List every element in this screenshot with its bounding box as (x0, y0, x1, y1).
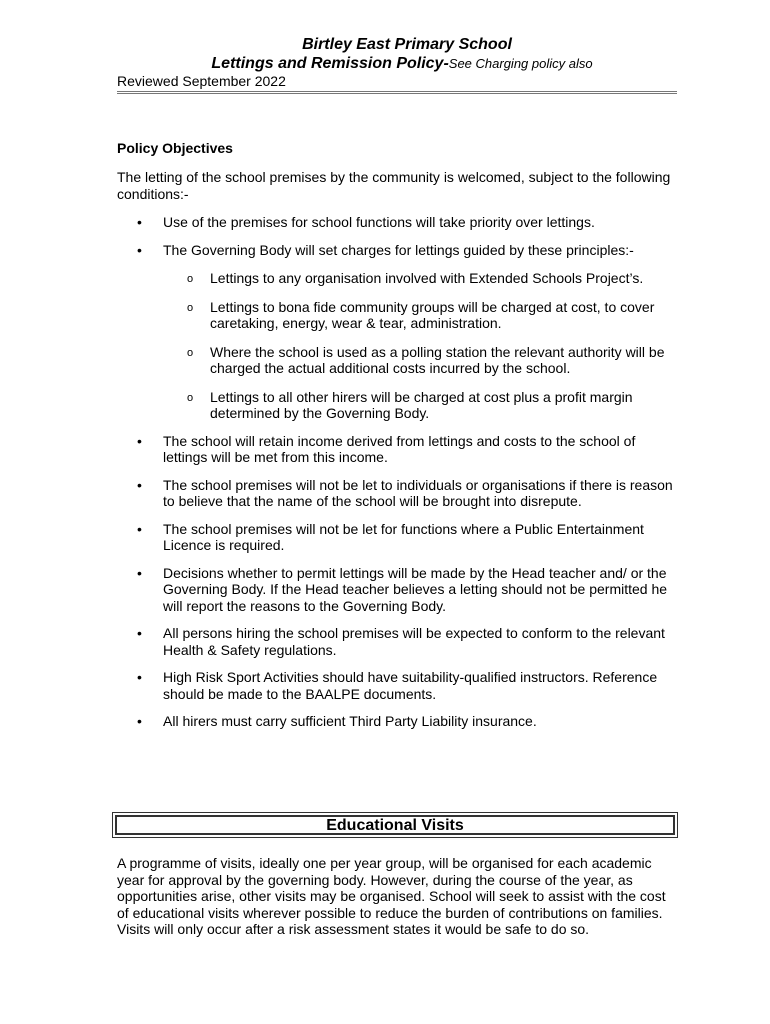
section-intro: The letting of the school premises by the community is welcomed, subject to the following conditions:- (117, 169, 671, 202)
bullet-icon: • (137, 214, 142, 230)
educational-visits-heading: Educational Visits (115, 815, 675, 835)
educational-visits-body: A programme of visits, ideally one per year group, will be organised for each academic year for approval by the governing body. However, during the course of the year, as opportunities arise, other visits may be organised. School will seek to assist with the cost of educational visits wherever possible to reduce the burden of contributions on families. Visits will only occur after a risk assessment states it would be safe to do so. (117, 855, 666, 937)
bullet-icon: • (137, 625, 142, 641)
sub-list-item-text: Lettings to all other hirers will be charged at cost plus a profit margin determined by the Governing Body. (210, 388, 633, 421)
bullet-icon: • (137, 669, 142, 685)
document-header (117, 35, 677, 94)
school-name: Birtley East Primary School (302, 36, 512, 53)
list-item-text: Decisions whether to permit lettings will be made by the Head teacher and/ or the Governing Body. If the Head teacher believes a letting should not be permitted he will report the reasons to the Governing Body. (163, 564, 668, 614)
list-item (117, 214, 677, 231)
header-rule (117, 91, 677, 94)
policy-title: Lettings and Remission Policy- (211, 55, 449, 72)
list-item (117, 433, 677, 466)
list-item (117, 565, 677, 615)
conditions-list (117, 214, 677, 730)
list-item (117, 625, 677, 658)
section-title: Policy Objectives (117, 140, 233, 156)
sub-bullet-icon: o (187, 346, 194, 359)
sub-bullet-icon: o (187, 301, 194, 314)
bullet-icon: • (137, 241, 142, 258)
sub-list-item (163, 389, 677, 422)
policy-title-line (117, 55, 677, 73)
list-item (117, 521, 677, 554)
sub-list-item-text: Where the school is used as a polling station the relevant authority will be charged the actual additional costs incurred by the school. (210, 343, 665, 376)
list-item-text: High Risk Sport Activities should have suitability-qualified instructors. Reference should be made to the BAALPE documents. (163, 669, 658, 702)
list-item-text: Use of the premises for school functions will take priority over lettings. (163, 214, 595, 230)
list-item-text: The school premises will not be let to individuals or organisations if there is reason to believe that the name of the school will be brought into disrepute. (163, 476, 673, 509)
sub-list-item (163, 299, 677, 332)
sub-list-item (163, 344, 677, 377)
list-item-text: The school premises will not be let for functions where a Public Entertainment Licence is required. (163, 520, 644, 553)
sub-bullet-icon: o (187, 391, 194, 404)
policy-note: See Charging policy also (448, 56, 593, 71)
reviewed-date: Reviewed September 2022 (117, 73, 286, 89)
bullet-icon: • (137, 476, 142, 493)
list-item-text: The Governing Body will set charges for lettings guided by these principles:- (163, 241, 634, 258)
list-item-text: All persons hiring the school premises will be expected to conform to the relevant Health & Safety regulations. (163, 625, 665, 658)
bullet-icon: • (137, 432, 142, 449)
sub-list-item-text: Lettings to any organisation involved with Extended Schools Project’s. (210, 270, 644, 286)
sub-list-item (163, 270, 677, 287)
policy-objectives-section (117, 140, 677, 741)
list-item (117, 713, 677, 730)
principles-list (163, 270, 677, 422)
sub-list-item-text: Lettings to bona fide community groups will be charged at cost, to cover caretaking, energy, wear & tear, administration. (210, 298, 655, 331)
list-item (117, 669, 677, 702)
sub-bullet-icon: o (187, 273, 194, 285)
list-item-text: The school will retain income derived from lettings and costs to the school of lettings will be met from this income. (163, 432, 636, 465)
list-item-text: All hirers must carry sufficient Third Party Liability insurance. (163, 713, 537, 729)
list-item (117, 242, 677, 422)
bullet-icon: • (137, 713, 142, 729)
list-item (117, 477, 677, 510)
educational-visits-heading-box (112, 812, 678, 838)
bullet-icon: • (137, 564, 142, 581)
bullet-icon: • (137, 520, 142, 537)
